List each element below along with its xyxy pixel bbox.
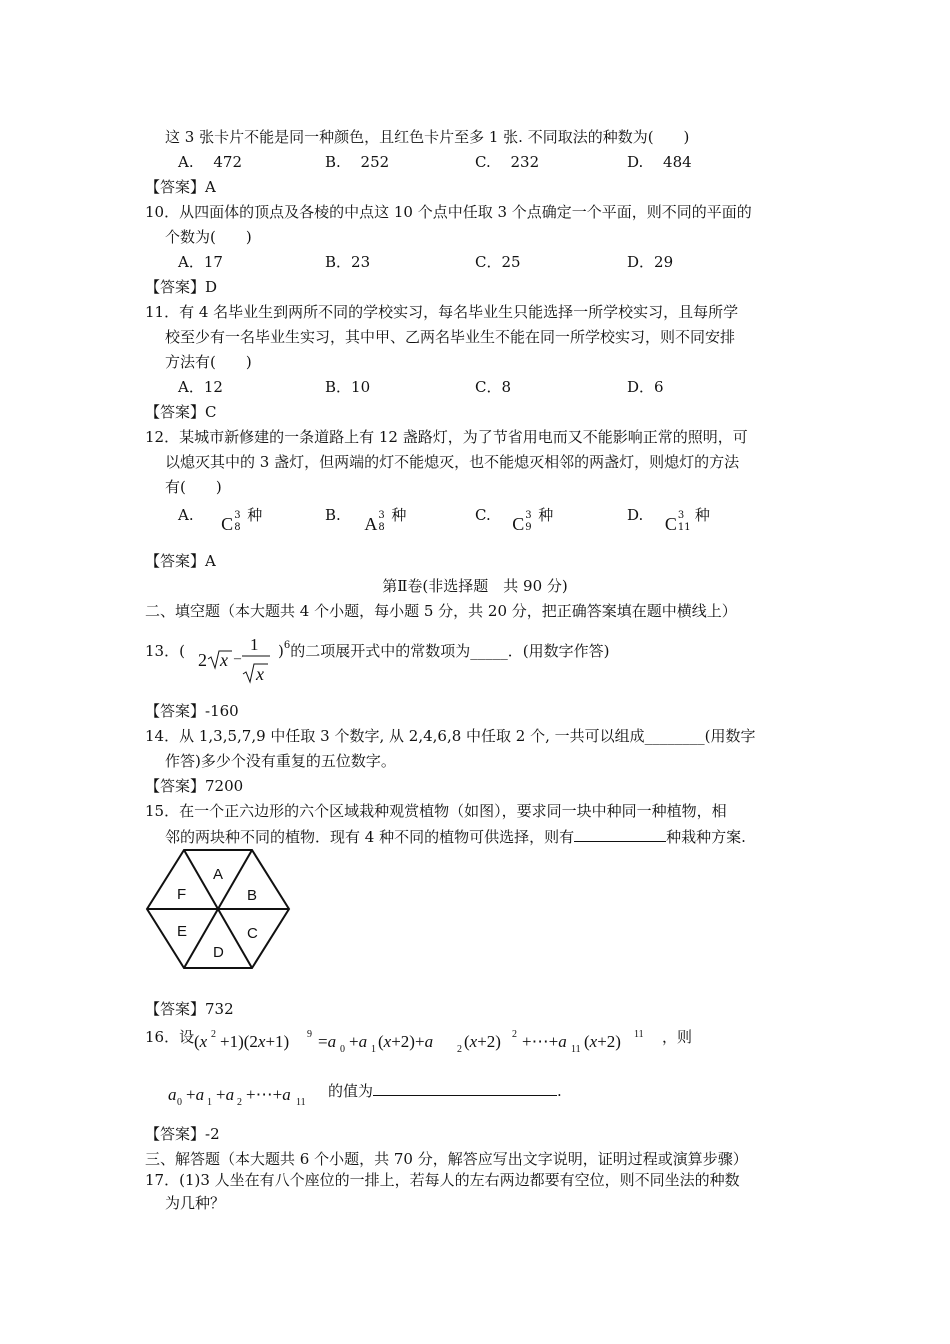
svg-text:x: x <box>220 650 228 670</box>
q11-line1: 11．有 4 名毕业生到两所不同的学校实习，每名毕业生只能选择一所学校实习，且每所学 <box>145 303 739 321</box>
svg-text:+a: +a <box>349 1032 368 1051</box>
q15-line2-end: 种栽种方案. <box>666 828 746 846</box>
q10-line1: 10．从四面体的顶点及各棱的中点这 10 个点中任取 3 个点确定一个平面，则不同的平面的 <box>145 203 752 221</box>
q11-option-d: D．6 <box>627 378 664 396</box>
hexagon-figure <box>144 848 292 972</box>
region-f-label: F <box>177 886 187 903</box>
q10-option-d: D．29 <box>627 253 674 271</box>
svg-text:2: 2 <box>198 650 207 670</box>
q16-equation-graphic <box>194 1023 670 1057</box>
combination-sup: 3 <box>234 510 241 521</box>
q10-option-b: B．23 <box>325 253 371 271</box>
svg-text:2: 2 <box>512 1029 517 1040</box>
period: . <box>557 1082 562 1100</box>
q14-line2: 作答)多少个没有重复的五位数字。 <box>165 752 396 770</box>
q14-answer: 【答案】7200 <box>145 777 244 795</box>
q13-number: 13．( <box>145 642 185 660</box>
q12-option-a <box>178 504 263 534</box>
q15-line1: 15．在一个正六边形的六个区域栽种观赏植物（如图），要求同一块中种同一种植物，相 <box>145 802 727 820</box>
q11-answer: 【答案】C <box>145 403 217 421</box>
q17-line2: 为几种？ <box>165 1194 226 1212</box>
svg-text:2: 2 <box>457 1044 462 1055</box>
q12-option-letter: C. <box>475 506 491 524</box>
q9-answer: 【答案】A <box>145 178 216 196</box>
q12-option-b <box>325 504 407 534</box>
region-e-label: E <box>177 923 188 940</box>
svg-text:(x+2): (x+2) <box>464 1032 501 1051</box>
q15-line2 <box>165 826 746 847</box>
svg-text:+a: +a <box>186 1085 205 1104</box>
q15-line2-start: 邻的两块种不同的植物．现有 4 种不同的植物可供选择，则有 <box>165 828 575 846</box>
svg-text:2: 2 <box>237 1097 242 1108</box>
combination-sub: 11 <box>677 522 691 533</box>
combination-sup: 3 <box>525 510 532 521</box>
svg-text:=a: =a <box>318 1032 337 1051</box>
svg-text:1: 1 <box>207 1097 212 1108</box>
answer-blank <box>574 826 666 842</box>
close-paren: ) <box>278 642 284 660</box>
svg-text:11: 11 <box>634 1029 644 1040</box>
q9-option-a: A. 472 <box>178 153 242 171</box>
svg-text:+⋯+a: +⋯+a <box>246 1085 291 1104</box>
arrangement-sub: 8 <box>378 522 385 533</box>
q12-option-unit: 种 <box>247 506 263 524</box>
q16-sum <box>168 1078 328 1112</box>
svg-text:+⋯+a: +⋯+a <box>522 1032 567 1051</box>
region-a-label: A <box>213 866 224 883</box>
q12-option-c <box>475 504 554 534</box>
svg-text:11: 11 <box>571 1044 581 1055</box>
q12-option-letter: B. <box>325 506 341 524</box>
combination-symbol: C <box>221 514 234 534</box>
arrangement-symbol: A <box>364 514 378 534</box>
q12-option-letter: A. <box>178 506 194 524</box>
q14-line1: 14．从 1,3,5,7,9 中任取 3 个数字, 从 2,4,6,8 中任取 2 个, 一共可以组成________(用数字 <box>145 727 756 745</box>
q9-option-d: D. 484 <box>627 153 692 171</box>
svg-text:(x+2): (x+2) <box>584 1032 621 1051</box>
q10-line2: 个数为( ) <box>165 228 252 246</box>
q12-option-unit: 种 <box>391 506 407 524</box>
q10-option-a: A．17 <box>178 253 223 271</box>
svg-text:x: x <box>256 664 264 684</box>
q12-option-letter: D. <box>627 506 644 524</box>
q13-text: 的二项展开式中的常数项为_____．(用数字作答) <box>290 642 610 660</box>
part2-title: 第Ⅱ卷(非选择题 共 90 分) <box>382 577 568 595</box>
combination-sub: 8 <box>234 522 241 533</box>
svg-text:–: – <box>234 651 241 666</box>
q12-line3: 有( ) <box>165 478 222 496</box>
region-b-label: B <box>247 887 258 904</box>
q11-option-c: C．8 <box>475 378 512 396</box>
section2-heading: 二、填空题（本大题共 4 个小题，每小题 5 分，共 20 分，把正确答案填在题中横线上） <box>145 602 737 620</box>
q9-option-b: B. 252 <box>325 153 390 171</box>
q16-number: 16．设 <box>145 1028 195 1046</box>
region-c-label: C <box>247 925 258 942</box>
svg-text:2: 2 <box>211 1029 216 1040</box>
svg-text:0: 0 <box>340 1044 345 1055</box>
answer-blank <box>373 1080 557 1096</box>
combination-symbol: C <box>664 514 677 534</box>
section3-heading: 三、解答题（本大题共 6 个小题，共 70 分，解答应写出文字说明，证明过程或演算步骤） <box>145 1150 748 1168</box>
q13-formula-graphic <box>196 632 286 688</box>
q16-equation <box>194 1023 670 1057</box>
region-d-label: D <box>213 944 224 961</box>
q13-tail <box>278 641 609 664</box>
q11-option-b: B．10 <box>325 378 371 396</box>
svg-text:1: 1 <box>371 1044 376 1055</box>
q12-line1: 12．某城市新修建的一条道路上有 12 盏路灯，为了节省用电而又不能影响正常的照明，可 <box>145 428 748 446</box>
svg-text:0: 0 <box>177 1097 182 1108</box>
q17-line1: 17．(1)3 人坐在有八个座位的一排上，若每人的左右两边都要有空位，则不同坐法的种数 <box>145 1171 740 1189</box>
q16-answer: 【答案】-2 <box>145 1125 220 1143</box>
q11-line3: 方法有( ) <box>165 353 252 371</box>
q10-option-c: C．25 <box>475 253 521 271</box>
hexagon-diagram <box>144 848 292 972</box>
q9-option-c: C. 232 <box>475 153 540 171</box>
q12-line2: 以熄灭其中的 3 盏灯，但两端的灯不能熄灭，也不能熄灭相邻的两盏灯，则熄灯的方法 <box>165 453 740 471</box>
q12-option-d <box>627 504 710 534</box>
combination-symbol: C <box>512 514 525 534</box>
q10-answer: 【答案】D <box>145 278 218 296</box>
q16-value-text: 的值为 <box>328 1082 374 1100</box>
svg-text:(x: (x <box>194 1032 208 1051</box>
svg-text:(x+2)+a: (x+2)+a <box>378 1032 434 1051</box>
q16-then: ，则 <box>662 1028 693 1046</box>
q16-sum-graphic <box>168 1078 328 1112</box>
q12-option-unit: 种 <box>538 506 554 524</box>
q9-stem: 这 3 张卡片不能是同一种颜色，且红色卡片至多 1 张. 不同取法的种数为( ) <box>165 128 690 146</box>
combination-sup: 3 <box>677 510 685 521</box>
q12-option-unit: 种 <box>694 506 710 524</box>
q15-answer: 【答案】732 <box>145 1000 234 1018</box>
svg-text:a: a <box>168 1085 177 1104</box>
q13-exponent: 6 <box>283 640 291 651</box>
svg-text:+1)(2x+1): +1)(2x+1) <box>220 1032 290 1051</box>
q11-option-a: A．12 <box>178 378 223 396</box>
arrangement-sup: 3 <box>378 510 385 521</box>
q11-line2: 校至少有一名毕业生实习，其中甲、乙两名毕业生不能在同一所学校实习，则不同安排 <box>165 328 736 346</box>
combination-sub: 9 <box>525 522 532 533</box>
q13-expression <box>196 632 286 688</box>
q13-answer: 【答案】-160 <box>145 702 239 720</box>
svg-text:1: 1 <box>250 635 259 654</box>
q12-answer: 【答案】A <box>145 552 216 570</box>
svg-text:9: 9 <box>307 1029 312 1040</box>
svg-text:+a: +a <box>216 1085 235 1104</box>
svg-text:11: 11 <box>296 1097 306 1108</box>
q16-value-line <box>328 1080 562 1101</box>
